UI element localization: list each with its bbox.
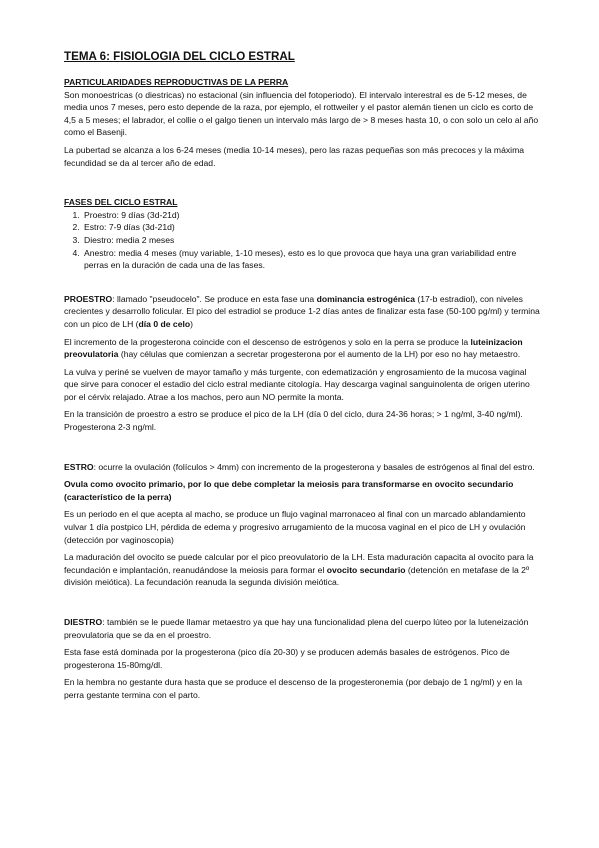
highlight-ovocito-secundario: ovocito secundario [326, 564, 406, 575]
term-estro: ESTRO [64, 461, 94, 472]
list-item: 3. Diestro: media 2 meses [82, 234, 541, 247]
term-diestro: DIESTRO [64, 617, 103, 627]
paragraph-periodo: Es un periodo en el que acepta al macho, se produce un flujo vaginal marronaceo al final con un marcado ablandamiento vulvar 1 día postpico LH, pérdida de edema y progresivo arrugamiento de la mucosa vaginal en el pico de LH y ovulación (detección por vaginoscopia) [64, 509, 526, 545]
paragraph-diestro-intro: DIESTRO: también se le puede llamar metaestro ya que hay una funcionalidad plena del cuerpo lúteo por la luteneización preovulatoria que se da en el proestro. [64, 617, 529, 640]
term-proestro: PROESTRO [64, 293, 113, 304]
list-item: 4. Anestro: media 4 meses (muy variable, 1-10 meses), esto es lo que provoca que haya una gran variabilidad entre perras en la duración de cada una de las fases. [82, 247, 541, 272]
paragraph-estro-intro: ESTRO: ocurre la ovulación (folículos > 4mm) con incremento de la progesterona y basales de estrógenos al final del estro. [64, 461, 535, 472]
paragraph-progesterona: El incremento de la progesterona coincide con el descenso de estrógenos y solo en la perra se produce la luteinizacion preovulatoria (hay células que comienzan a secretar progesterona por el aumento de la LH) por eso no hay metaestro. [64, 336, 523, 360]
paragraph-fase-progesterona: Esta fase está dominada por la progesterona (pico día 20-30) y se producen además basales de estrógenos. Pico de progesterona 15-80mg/dl. [64, 647, 510, 670]
page-title: TEMA 6: FISIOLOGIA DEL CICLO ESTRAL [64, 50, 295, 63]
highlight-dominancia: dominancia estrogénica [316, 293, 415, 304]
paragraph-vulva: La vulva y periné se vuelven de mayor tamaño y más turgente, con edematización y engrosamiento de la mucosa vaginal que sirve para conocer el estadio del ciclo estral mediante citología. Hay descarga vaginal sanguinolenta de origen uterino por el cérvix relajado. Atrae a los machos, pero aun NO permite la monta. [64, 366, 530, 402]
highlight-dia-0: día 0 de celo [138, 318, 191, 329]
section-heading-particularidades: PARTICULARIDADES REPRODUCTIVAS DE LA PERRA [64, 77, 289, 87]
paragraph-ovula: Ovula como ovocito primario, por lo que debe completar la meiosis para transformarse en ovocito secundario (característico de la perra) [64, 479, 514, 502]
phases-list [64, 209, 541, 272]
paragraph-hembra-gestante: En la hembra no gestante dura hasta que se produce el descenso de la progesteronemia (por debajo de 1 ng/ml) y en la perra gestante termina con el parto. [64, 677, 523, 700]
paragraph-maduracion: La maduración del ovocito se puede calcular por el pico preovulatorio de la LH. Esta maduración capacita al ovocito para la fecundación e implantación, reanudándose la meiosis para formar el ovocito secundario (detención en metafase de la 2º división meiótica). La fecundación reanuda la segunda división meiótica. [64, 552, 534, 588]
paragraph-transicion: En la transición de proestro a estro se produce el pico de la LH (día 0 del ciclo, dura 24-36 horas; > 1 ng/ml, 3-40 ng/ml). Progesterona 2-3 ng/ml. [64, 409, 523, 433]
section-heading-fases: FASES DEL CICLO ESTRAL [64, 197, 178, 208]
paragraph-proestro-intro: PROESTRO: llamado "pseudocelo". Se produce en esta fase una dominancia estrogénica (17-b estradiol), con niveles crecientes y desarrollo folicular. El pico del estradiol se produce 1-2 días antes de finalizar esta fase (50-100 pg/ml) y termina con un pico de LH (día 0 de celo) [64, 293, 540, 329]
paragraph-pubertad: La pubertad se alcanza a los 6-24 meses (media 10-14 meses), pero las razas pequeñas son más precoces y la máxima fecundidad se da al tercer año de edad. [64, 144, 525, 168]
highlight-luteinizacion: luteinizacion preovulatoria [64, 336, 523, 360]
paragraph-monoestricas: Son monoestricas (o diestricas) no estacional (sin influencia del fotoperiodo). El intervalo interestral es de 5-12 meses, de media unos 7 meses, pero esto depende de la raza, por ejemplo, el rottweiler y el pastor alemán tienen un ciclo es corto de 4,5 a 5 meses; el labrador, el collie o el galgo tienen un intervalo más largo de > 8 meses hasta 10, o con solo un celo al año como el Basenji. [64, 89, 539, 138]
list-item: 1. Proestro: 9 días (3d-21d) [82, 209, 541, 222]
list-item: 2. Estro: 7-9 días (3d-21d) [82, 221, 541, 234]
